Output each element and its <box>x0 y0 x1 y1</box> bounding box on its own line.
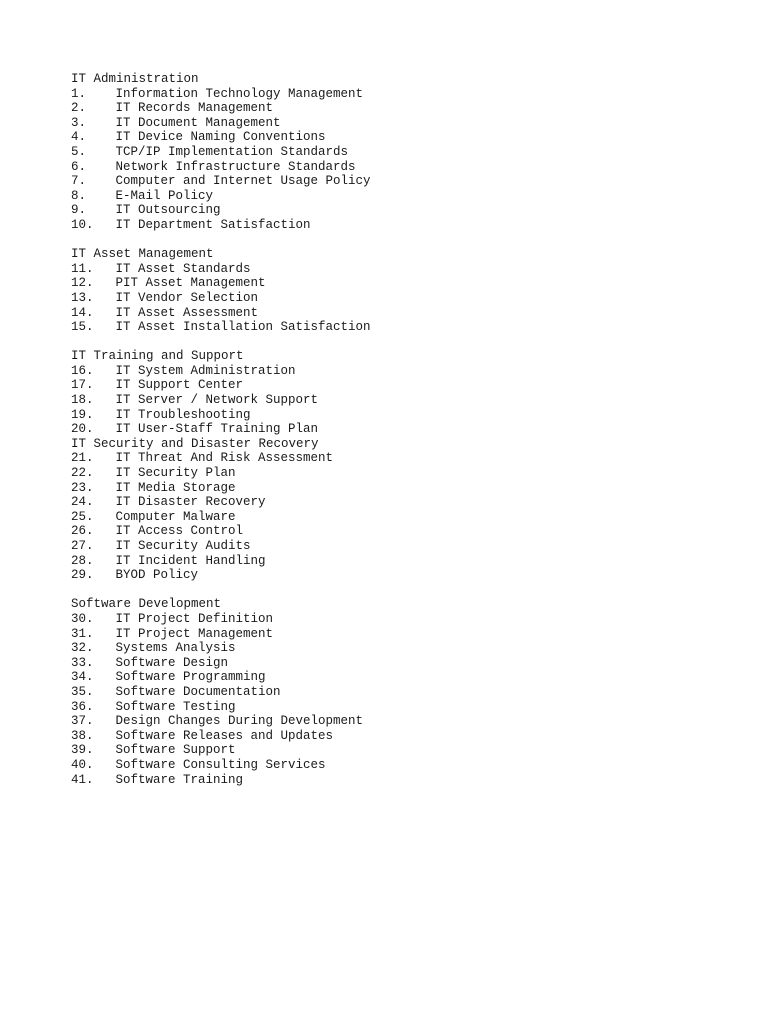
list-item <box>71 627 731 642</box>
list-item <box>71 262 731 277</box>
list-item-label: IT Department Satisfaction <box>115 217 311 232</box>
section <box>71 247 731 335</box>
list-item-label: Software Documentation <box>115 684 281 699</box>
list-item <box>71 160 731 175</box>
list-item <box>71 422 731 437</box>
list-item-number: 4. <box>71 130 87 145</box>
list-item-number: 31. <box>71 626 94 641</box>
list-item-number: 40. <box>71 757 94 772</box>
list-item-number: 19. <box>71 407 94 422</box>
list-item-number: 14. <box>71 305 94 320</box>
list-item-number: 16. <box>71 363 94 378</box>
list-item-number: 22. <box>71 466 94 481</box>
list-item-number: 35. <box>71 684 94 699</box>
list-item-label: E-Mail Policy <box>115 188 214 203</box>
list-item <box>71 364 731 379</box>
list-item-number: 38. <box>71 728 94 743</box>
list-item-label: Software Training <box>115 772 244 787</box>
section-heading: IT Training and Support <box>71 349 244 364</box>
list-item-number: 39. <box>71 743 94 758</box>
list-item <box>71 378 731 393</box>
list-item-number: 25. <box>71 509 94 524</box>
list-item <box>71 670 731 685</box>
list-item-label: IT User-Staff Training Plan <box>115 422 319 437</box>
list-item-label: IT Media Storage <box>115 480 236 495</box>
list-item-number: 13. <box>71 290 94 305</box>
list-item-number: 18. <box>71 393 94 408</box>
list-item <box>71 393 731 408</box>
list-item-number: 27. <box>71 539 94 553</box>
list-item <box>71 189 731 204</box>
list-item <box>71 700 731 715</box>
list-item-label: Software Testing <box>115 699 236 714</box>
list-item-number: 24. <box>71 495 94 510</box>
list-item-number: 5. <box>71 144 87 159</box>
list-item-number: 2. <box>71 101 87 116</box>
list-item <box>71 291 731 306</box>
list-item <box>71 510 731 525</box>
list-item-number: 12. <box>71 276 94 291</box>
list-item-label: Software Consulting Services <box>115 757 326 772</box>
list-item-label: IT Device Naming Conventions <box>115 130 326 145</box>
list-item-label: IT Support Center <box>115 378 244 393</box>
list-item-label: IT Document Management <box>115 115 281 130</box>
list-item <box>71 685 731 700</box>
list-item-label: IT Incident Handling <box>115 553 266 568</box>
list-item-label: IT Asset Installation Satisfaction <box>115 320 371 335</box>
list-item-label: Software Design <box>115 655 229 670</box>
list-item <box>71 408 731 423</box>
list-item <box>71 729 731 744</box>
list-item-label: IT Project Management <box>115 626 274 641</box>
list-item <box>71 743 731 758</box>
section <box>71 349 731 437</box>
list-item-label: IT Security Audits <box>115 539 251 553</box>
list-item <box>71 714 731 729</box>
list-item-number: 20. <box>71 422 94 437</box>
list-item <box>71 773 731 788</box>
section-heading: Software Development <box>71 597 222 612</box>
list-item-label: IT Records Management <box>115 101 274 116</box>
list-item-number: 36. <box>71 699 94 714</box>
list-item-number: 34. <box>71 670 94 685</box>
list-item-number: 28. <box>71 553 94 568</box>
list-item <box>71 656 731 671</box>
list-item <box>71 554 731 569</box>
list-item-number: 26. <box>71 524 94 539</box>
list-item <box>71 320 731 335</box>
list-item-number: 21. <box>71 451 94 466</box>
section <box>71 437 731 583</box>
list-item-label: Systems Analysis <box>115 641 236 656</box>
list-item-number: 29. <box>71 568 94 583</box>
list-item-label: IT Project Definition <box>115 611 274 626</box>
list-item-label: Computer Malware <box>115 509 236 524</box>
list-item <box>71 495 731 510</box>
list-item-number: 1. <box>71 86 87 101</box>
document-body <box>71 72 731 787</box>
list-item-label: Information Technology Management <box>115 86 364 101</box>
list-item-label: IT System Administration <box>115 363 296 378</box>
section <box>71 597 731 787</box>
list-item-label: Software Programming <box>115 670 266 685</box>
list-item <box>71 451 731 466</box>
list-item-number: 33. <box>71 655 94 670</box>
list-item-label: IT Server / Network Support <box>115 393 319 408</box>
list-item-number: 6. <box>71 159 87 174</box>
list-item-label: Computer and Internet Usage Policy <box>115 174 371 189</box>
list-item <box>71 481 731 496</box>
list-item <box>71 130 731 145</box>
list-item-number: 30. <box>71 611 94 626</box>
list-item <box>71 276 731 291</box>
section <box>71 72 731 233</box>
list-item <box>71 539 731 554</box>
list-item <box>71 612 731 627</box>
list-item <box>71 145 731 160</box>
list-item-number: 11. <box>71 261 94 276</box>
list-item-label: IT Asset Standards <box>115 261 251 276</box>
list-item <box>71 466 731 481</box>
list-item <box>71 101 731 116</box>
list-item-number: 41. <box>71 772 94 787</box>
list-item <box>71 306 731 321</box>
list-item <box>71 87 731 102</box>
list-item-number: 3. <box>71 115 87 130</box>
list-item <box>71 641 731 656</box>
list-item-label: BYOD Policy <box>115 568 199 583</box>
list-item-number: 37. <box>71 714 94 729</box>
list-item-number: 10. <box>71 217 94 232</box>
list-item-number: 32. <box>71 641 94 656</box>
list-item-label: TCP/IP Implementation Standards <box>115 144 349 159</box>
list-item <box>71 758 731 773</box>
list-item-label: Software Support <box>115 743 236 758</box>
list-item-label: IT Vendor Selection <box>115 290 259 305</box>
list-item-label: IT Access Control <box>115 524 244 539</box>
list-item <box>71 116 731 131</box>
list-item-label: IT Asset Assessment <box>115 305 259 320</box>
section-heading: IT Administration <box>71 72 199 86</box>
list-item-label: Network Infrastructure Standards <box>115 159 356 174</box>
list-item-number: 8. <box>71 188 87 203</box>
list-item-label: IT Outsourcing <box>115 203 221 218</box>
section-heading: IT Asset Management <box>71 247 214 262</box>
list-item-label: IT Security Plan <box>115 466 236 481</box>
list-item-number: 23. <box>71 480 94 495</box>
list-item <box>71 524 731 539</box>
list-item-number: 9. <box>71 203 87 218</box>
section-heading: IT Security and Disaster Recovery <box>71 436 319 451</box>
list-item-number: 7. <box>71 174 87 189</box>
list-item-label: PIT Asset Management <box>115 276 266 291</box>
list-item-label: Software Releases and Updates <box>115 728 334 743</box>
list-item <box>71 568 731 583</box>
list-item <box>71 174 731 189</box>
list-item-label: IT Threat And Risk Assessment <box>115 451 334 466</box>
list-item-label: IT Disaster Recovery <box>115 495 266 510</box>
list-item <box>71 218 731 233</box>
list-item-number: 15. <box>71 320 94 335</box>
list-item-label: Design Changes During Development <box>115 714 364 729</box>
list-item <box>71 203 731 218</box>
list-item-number: 17. <box>71 378 94 393</box>
list-item-label: IT Troubleshooting <box>115 407 251 422</box>
